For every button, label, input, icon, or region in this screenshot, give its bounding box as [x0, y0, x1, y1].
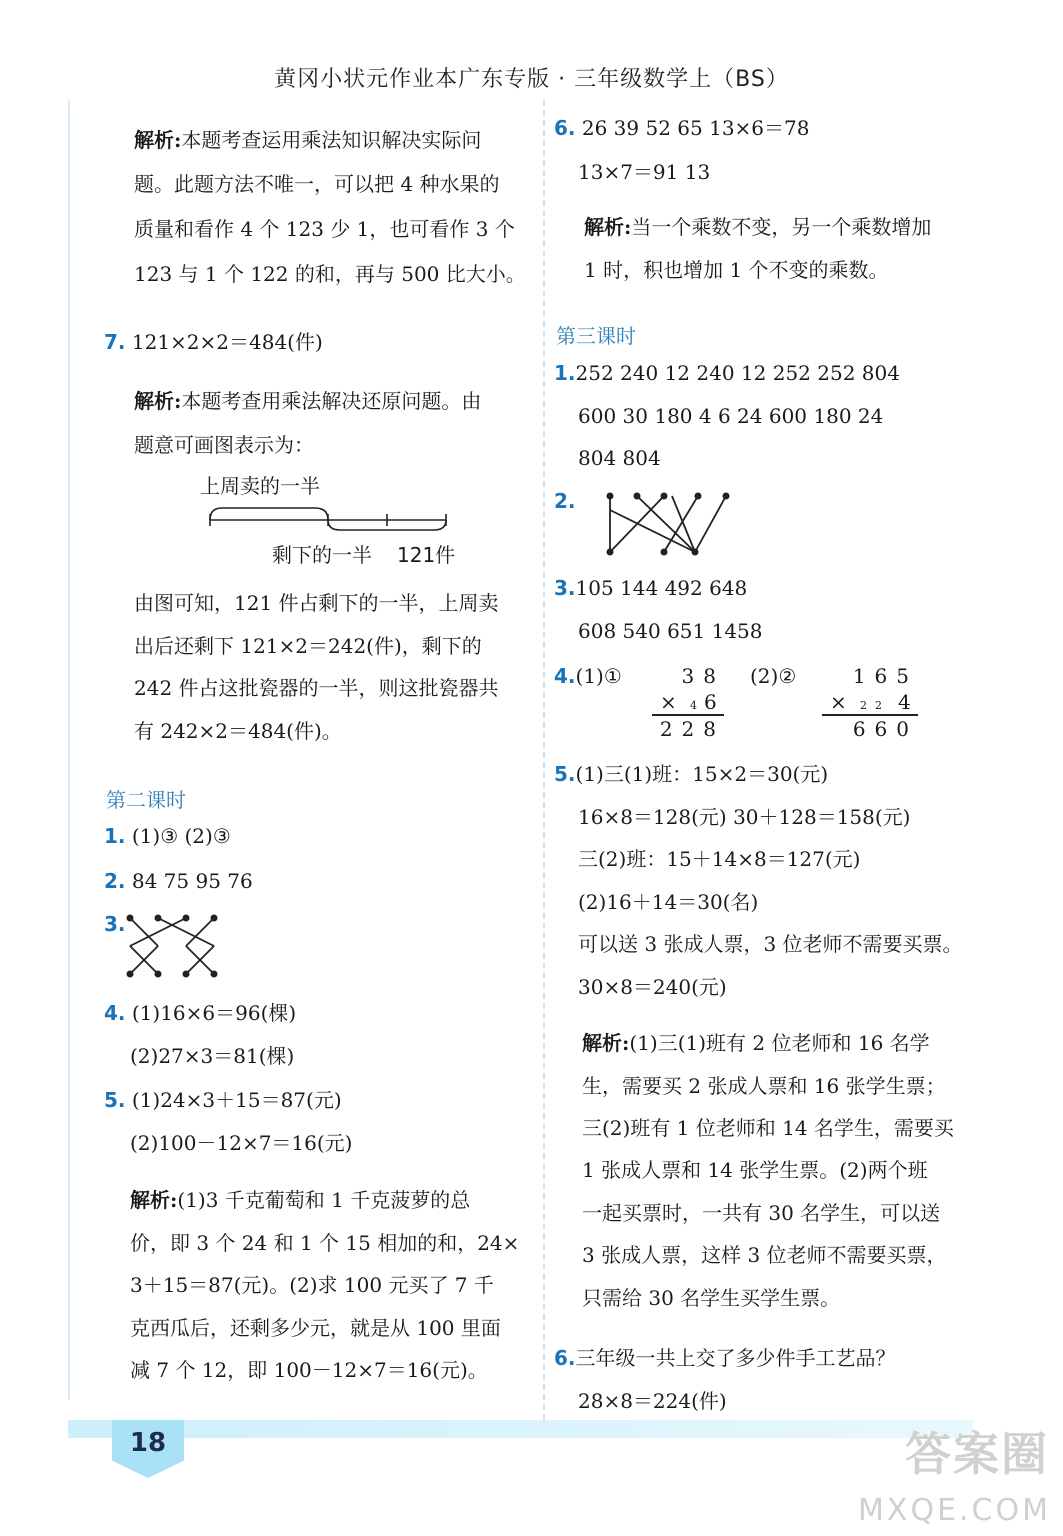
watermark-logo-text: 答案圈 [905, 1427, 1049, 1481]
lesson3-q5-explanation-line-1: 解析:(1)三(1)班有 2 位老师和 16 名学 [582, 1031, 930, 1055]
lesson3-q2-number: 2. [554, 489, 576, 513]
vertical-calc-1-result: 228 [659, 717, 725, 741]
right-q6-line-1: 6. 26 39 52 65 13×6＝78 [554, 116, 810, 140]
footer-band [68, 1420, 973, 1438]
right-q6-explanation-line-2: 1 时，积也增加 1 个不变的乘数。 [584, 258, 889, 282]
q5-explanation-line-2: 价，即 3 个 24 和 1 个 15 相加的和，24× [130, 1231, 520, 1255]
section-lesson-2: 第二课时 [106, 788, 186, 812]
matching-diagram-lesson3 [600, 488, 740, 560]
explanation-top-line-2: 题。此题方法不唯一，可以把 4 种水果的 [134, 172, 500, 196]
q7-after-line-1: 由图可知，121 件占剩下的一半，上周卖 [134, 591, 499, 615]
vertical-calc-1-multiplier: 6 [704, 690, 717, 714]
lesson3-q3-line-2: 608 540 651 1458 [578, 619, 763, 643]
lesson2-q1: 1. (1)③ (2)③ [104, 824, 231, 848]
vertical-calc-1-rule [652, 714, 724, 716]
column-divider [543, 100, 545, 1420]
lesson3-q1-line-3: 804 804 [578, 446, 661, 470]
lesson3-q5-line-3: 三(2)班：15＋14×8＝127(元) [578, 847, 861, 871]
line-segment-diagram [200, 500, 460, 540]
explanation-top-line-1: 解析:本题考查运用乘法知识解决实际问 [134, 128, 482, 152]
right-q6-explanation-line-1: 解析:当一个乘数不变，另一个乘数增加 [584, 215, 932, 239]
q7-explanation-line-2: 题意可画图表示为： [134, 433, 314, 457]
q5-explanation-line-4: 克西瓜后，还剩多少元，就是从 100 里面 [130, 1316, 501, 1340]
q7-after-line-3: 242 件占这批瓷器的一半，则这批瓷器共 [134, 676, 499, 700]
vertical-calc-2-mult-sign: × [830, 690, 847, 714]
lesson3-q5-line-1: 5.(1)三(1)班：15×2＝30(元) [554, 762, 829, 786]
lesson3-q5-line-2: 16×8＝128(元) 30＋128＝158(元) [578, 805, 911, 829]
q5-explanation-line-3: 3＋15＝87(元)。(2)求 100 元买了 7 千 [130, 1273, 494, 1297]
lesson2-q4-line-1: 4. (1)16×6＝96(棵) [104, 1001, 297, 1025]
explanation-top-line-3: 质量和看作 4 个 123 少 1，也可看作 3 个 [134, 217, 515, 241]
vertical-calc-2-multiplier: 4 [898, 690, 911, 714]
lesson3-q5-explanation-line-6: 3 张成人票，这样 3 位老师不需要买票， [582, 1243, 947, 1267]
vertical-calc-2-rule [822, 714, 918, 716]
vertical-calc-1-carry: 4 [690, 699, 697, 712]
explanation-top-line-4: 123 与 1 个 122 的和，再与 500 比大小。 [134, 262, 526, 286]
lesson3-q5-explanation-line-4: 1 张成人票和 14 张学生票。(2)两个班 [582, 1158, 928, 1182]
lesson3-q5-explanation-line-2: 生，需要买 2 张成人票和 16 张学生票； [582, 1074, 946, 1098]
q7-after-line-4: 有 242×2＝484(件)。 [134, 719, 342, 743]
left-margin-line [68, 100, 70, 1400]
lesson3-q4-part2-label: (2)② [750, 664, 797, 688]
lesson2-q4-line-2: (2)27×3＝81(棵) [130, 1044, 295, 1068]
watermark-url: MXQE.COM [858, 1493, 1051, 1528]
q5-explanation-line-1: 解析:(1)3 千克葡萄和 1 千克菠萝的总 [130, 1188, 471, 1212]
matching-diagram-lesson2 [120, 908, 230, 980]
diagram-count-label: 121件 [397, 543, 456, 567]
lesson3-q3-line-1: 3.105 144 492 648 [554, 576, 748, 600]
lesson2-q2: 2. 84 75 95 76 [104, 869, 253, 893]
page-header: 黄冈小状元作业本广东专版 · 三年级数学上（BS） [274, 67, 789, 92]
lesson2-q3-number: 3. [104, 912, 126, 936]
lesson3-q1-line-2: 600 30 180 4 6 24 600 180 24 [578, 404, 884, 428]
lesson3-q6-line-1: 6.三年级一共上交了多少件手工艺品？ [554, 1346, 896, 1370]
diagram-bottom-label: 剩下的一半 [272, 543, 372, 567]
vertical-calc-1-mult-sign: × [660, 690, 677, 714]
lesson3-q5-line-6: 30×8＝240(元) [578, 975, 727, 999]
q7-after-line-2: 出后还剩下 121×2＝242(件)，剩下的 [134, 634, 482, 658]
lesson3-q5-explanation-line-5: 一起买票时，一共有 30 名学生，可以送 [582, 1201, 941, 1225]
lesson3-q5-line-4: (2)16＋14＝30(名) [578, 890, 759, 914]
lesson3-q5-line-5: 可以送 3 张成人票，3 位老师不需要买票。 [578, 932, 963, 956]
question-7-answer: 7. 121×2×2＝484(件) [104, 330, 323, 354]
diagram-top-label: 上周卖的一半 [200, 474, 320, 498]
vertical-calc-1-top: 38 [681, 664, 725, 688]
q7-explanation-line-1: 解析:本题考查用乘法解决还原问题。由 [134, 389, 482, 413]
vertical-calc-2-top: 165 [852, 664, 918, 688]
lesson3-q1-line-1: 1.252 240 12 240 12 252 252 804 [554, 361, 900, 385]
lesson3-q5-explanation-line-7: 只需给 30 名学生买学生票。 [582, 1286, 841, 1310]
right-q6-line-2: 13×7＝91 13 [578, 160, 711, 184]
q5-explanation-line-5: 减 7 个 12，即 100－12×7＝16(元)。 [130, 1358, 488, 1382]
lesson3-q4-part1-label: 4.(1)① [554, 664, 622, 688]
lesson3-q6-line-2: 28×8＝224(件) [578, 1389, 727, 1413]
lesson3-q5-explanation-line-3: 三(2)班有 1 位老师和 14 名学生，需要买 [582, 1116, 954, 1140]
section-lesson-3: 第三课时 [556, 324, 636, 348]
lesson2-q5-line-2: (2)100－12×7＝16(元) [130, 1131, 353, 1155]
vertical-calc-2-result: 660 [852, 717, 918, 741]
lesson2-q5-line-1: 5. (1)24×3＋15＝87(元) [104, 1088, 342, 1112]
vertical-calc-2-carry: 22 [860, 699, 890, 712]
page-number: 18 [129, 1428, 167, 1458]
